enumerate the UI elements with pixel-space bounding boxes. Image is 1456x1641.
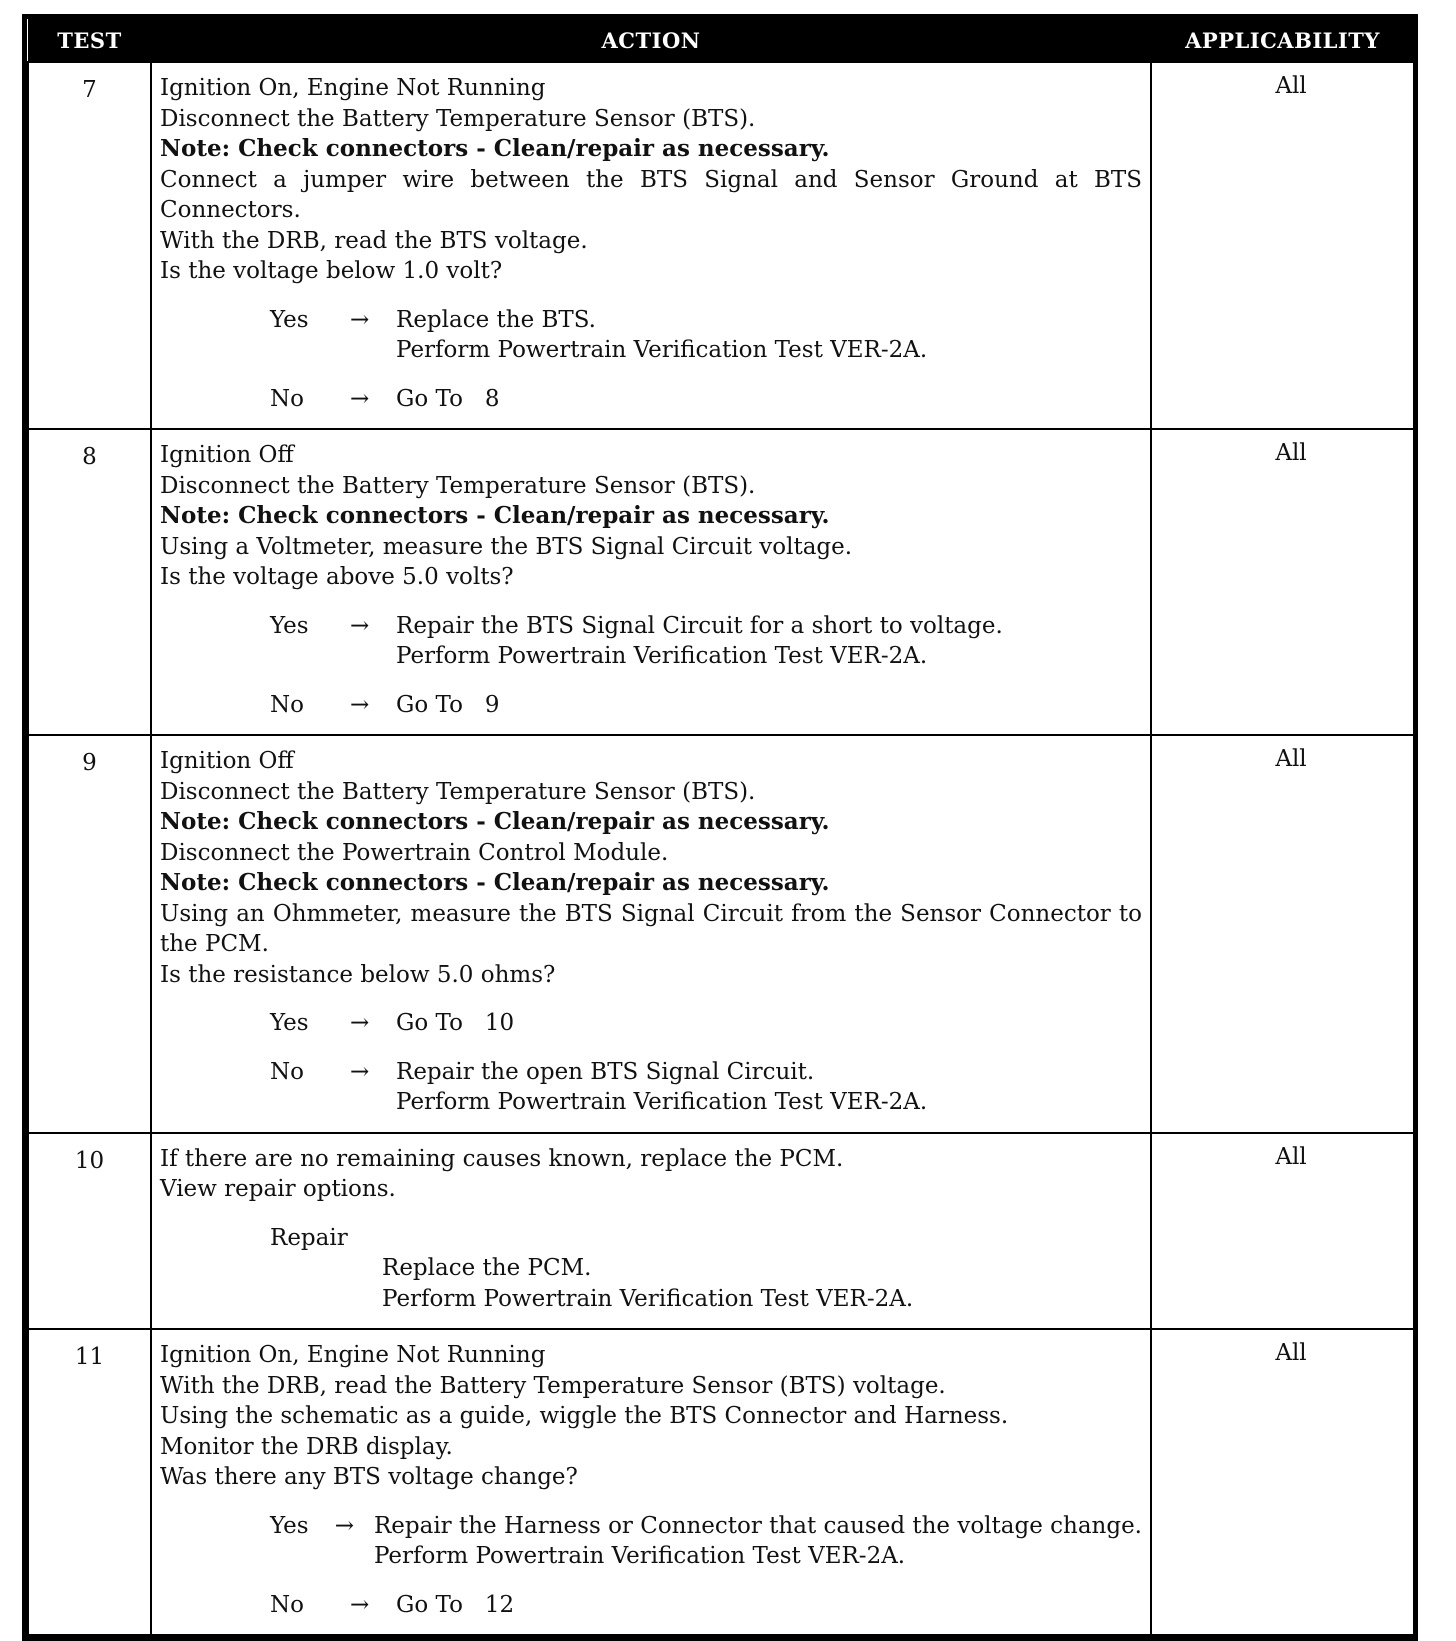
result-line: Perform Powertrain Verification Test VER-2A.: [396, 1089, 928, 1115]
action-line: Was there any BTS voltage change?: [160, 1464, 578, 1490]
action-line: Using the schematic as a guide, wiggle the BTS Connector and Harness.: [160, 1403, 1009, 1429]
test-number: 10: [28, 1133, 151, 1330]
header-action: ACTION: [151, 19, 1151, 62]
branch-result: [396, 1008, 1142, 1039]
test-table: [27, 19, 1415, 1636]
branch-no: [160, 690, 1142, 721]
diagnostic-test-table: [22, 14, 1418, 1641]
arrow-right-icon: →: [350, 612, 370, 639]
action-line: If there are no remaining causes known, replace the PCM.: [160, 1145, 844, 1172]
action-line: Disconnect the Battery Temperature Sensor (BTS).: [160, 778, 756, 805]
action-line: Using an Ohmmeter, measure the BTS Signal Circuit from the Sensor Connector to the PCM.: [160, 900, 1142, 957]
action-line: With the DRB, read the BTS voltage.: [160, 227, 588, 254]
repair-step: Replace the PCM.: [382, 1255, 592, 1281]
branch-result: [396, 384, 1142, 415]
result-line: Perform Powertrain Verification Test VER-2A.: [396, 337, 928, 363]
action-cell: [151, 62, 1151, 429]
result-line: Go To 10: [396, 1010, 515, 1036]
header-test: TEST: [28, 19, 151, 62]
result-line: Perform Powertrain Verification Test VER-2A.: [373, 1543, 906, 1569]
test-number: 8: [28, 429, 151, 735]
branch-answer: Yes: [270, 612, 309, 639]
branch-yes: [160, 305, 1142, 366]
branch-result: [396, 305, 1142, 366]
action-cell: [151, 1329, 1151, 1635]
action-line: Is the resistance below 5.0 ohms?: [160, 961, 556, 988]
arrow-right-icon: →: [350, 691, 370, 718]
applicability-cell: All: [1151, 429, 1414, 735]
branch-answer: Yes: [270, 1512, 309, 1539]
branch-answer: Yes: [270, 1010, 309, 1036]
result-line: Replace the BTS.: [396, 306, 596, 333]
result-line: Repair the BTS Signal Circuit for a short to voltage.: [396, 612, 1003, 639]
action-cell: [151, 429, 1151, 735]
test-number: 11: [28, 1329, 151, 1635]
repair-label: Repair: [270, 1224, 348, 1251]
result-line: Perform Powertrain Verification Test VER-2A.: [396, 643, 928, 669]
note-line: Note: Check connectors - Clean/repair as necessary.: [160, 502, 830, 529]
action-line: Ignition Off: [160, 748, 294, 774]
applicability-cell: All: [1151, 62, 1414, 429]
action-cell: [151, 1133, 1151, 1330]
arrow-right-icon: →: [350, 1591, 370, 1618]
table-row: [28, 429, 1414, 735]
table-body: [28, 62, 1414, 1635]
branch-result: [396, 1590, 1142, 1621]
arrow-right-icon: →: [350, 306, 370, 333]
branch-answer: Yes: [270, 306, 309, 333]
branch-yes: [160, 1008, 1142, 1039]
action-line: Connect a jumper wire between the BTS Signal and Sensor Ground at BTS Connectors.: [160, 166, 1142, 223]
branch-result: [374, 1511, 1142, 1572]
branch-no: [160, 1057, 1142, 1118]
table-row: [28, 735, 1414, 1133]
branch-no: [160, 1590, 1142, 1621]
action-line: View repair options.: [160, 1176, 396, 1202]
table-row: [28, 1329, 1414, 1635]
header-applicability: APPLICABILITY: [1151, 19, 1414, 62]
result-line: Repair the open BTS Signal Circuit.: [396, 1058, 815, 1085]
result-line: Go To 8: [396, 385, 500, 412]
note-line: Note: Check connectors - Clean/repair as necessary.: [160, 808, 830, 835]
branch-answer: No: [270, 385, 304, 412]
arrow-right-icon: →: [350, 385, 370, 412]
table-header: [28, 19, 1414, 62]
action-line: With the DRB, read the Battery Temperature Sensor (BTS) voltage.: [160, 1372, 946, 1399]
branch-answer: No: [270, 691, 304, 718]
branch-result: [396, 690, 1142, 721]
arrow-right-icon: →: [350, 1010, 370, 1036]
action-line: Is the voltage below 1.0 volt?: [160, 258, 503, 284]
branch-result: [396, 611, 1142, 672]
repair-steps: [382, 1253, 1142, 1314]
note-line: Note: Check connectors - Clean/repair as necessary.: [160, 869, 830, 896]
action-line: Using a Voltmeter, measure the BTS Signal Circuit voltage.: [160, 533, 853, 560]
arrow-right-icon: →: [334, 1512, 355, 1539]
branch-result: [396, 1057, 1142, 1118]
action-line: Disconnect the Battery Temperature Sensor (BTS).: [160, 472, 756, 499]
table-row: [28, 62, 1414, 429]
action-line: Is the voltage above 5.0 volts?: [160, 564, 514, 590]
applicability-cell: All: [1151, 1329, 1414, 1635]
repair-step: Perform Powertrain Verification Test VER-2A.: [382, 1285, 914, 1312]
branch-yes: [160, 611, 1142, 672]
test-number: 7: [28, 62, 151, 429]
action-line: Ignition On, Engine Not Running: [160, 75, 546, 101]
note-line: Note: Check connectors - Clean/repair as necessary.: [160, 135, 830, 162]
action-line: Monitor the DRB display.: [160, 1433, 453, 1460]
action-line: Disconnect the Battery Temperature Sensor (BTS).: [160, 105, 756, 132]
action-line: Ignition Off: [160, 442, 294, 468]
action-line: Disconnect the Powertrain Control Module.: [160, 839, 669, 866]
branch-answer: No: [270, 1058, 304, 1085]
branch-yes: [160, 1511, 1142, 1572]
applicability-cell: All: [1151, 735, 1414, 1133]
result-line: Repair the Harness or Connector that caused the voltage change.: [373, 1512, 1142, 1539]
action-line: Ignition On, Engine Not Running: [160, 1342, 546, 1368]
action-cell: [151, 735, 1151, 1133]
result-line: Go To 12: [396, 1591, 515, 1618]
branch-no: [160, 384, 1142, 415]
test-number: 9: [28, 735, 151, 1133]
table-row: [28, 1133, 1414, 1330]
applicability-cell: All: [1151, 1133, 1414, 1330]
branch-answer: No: [270, 1591, 304, 1618]
result-line: Go To 9: [396, 691, 500, 718]
arrow-right-icon: →: [350, 1058, 370, 1085]
